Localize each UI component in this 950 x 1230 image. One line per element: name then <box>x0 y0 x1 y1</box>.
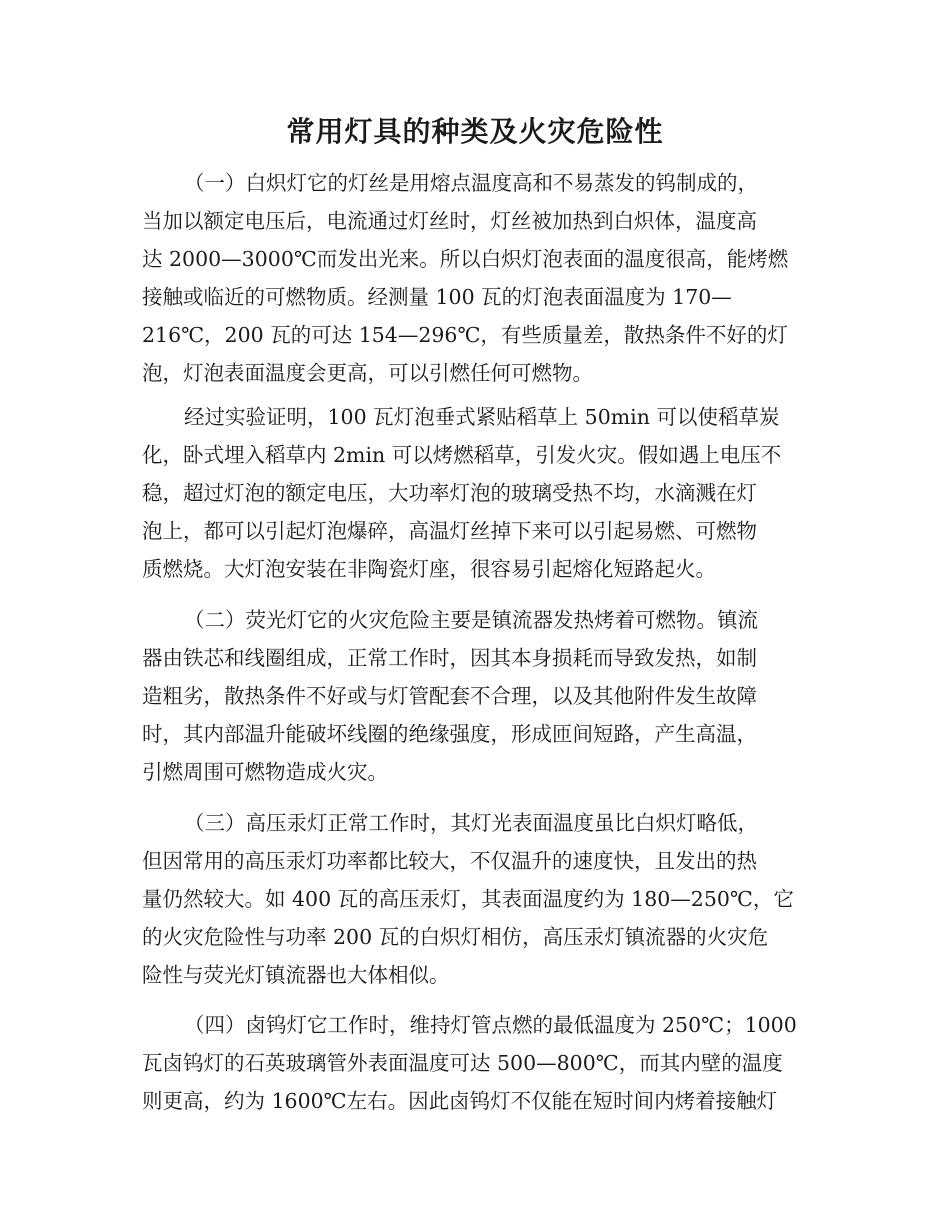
text-line: （三）高压汞灯正常工作时，其灯光表面温度虽比白炽灯略低， <box>184 811 758 835</box>
text-line: 器由铁芯和线圈组成，正常工作时，因其本身损耗而导致发热，如制 <box>142 646 757 670</box>
paragraph-halogen <box>142 1006 804 1120</box>
text-line: 经过实验证明，100 瓦灯泡垂式紧贴稻草上 50min 可以使稻草炭 <box>184 405 780 429</box>
document-title: 常用灯具的种类及火灾危险性 <box>286 115 664 148</box>
text-line: 质燃烧。大灯泡安装在非陶瓷灯座，很容易引起熔化短路起火。 <box>142 557 716 581</box>
text-line: 的火灾危险性与功率 200 瓦的白炽灯相仿，高压汞灯镇流器的火灾危 <box>142 925 769 949</box>
text-line: 瓦卤钨灯的石英玻璃管外表面温度可达 500—800℃，而其内壁的温度 <box>142 1051 783 1075</box>
text-line: 险性与荧光灯镇流器也大体相似。 <box>142 963 450 987</box>
text-line: 216℃，200 瓦的可达 154—296℃，有些质量差，散热条件不好的灯 <box>142 323 788 347</box>
text-line: 引燃周围可燃物造成火灾。 <box>142 760 388 784</box>
text-line: 造粗劣，散热条件不好或与灯管配套不合理，以及其他附件发生故障 <box>142 684 757 708</box>
text-line: 化，卧式埋入稻草内 2min 可以烤燃稻草，引发火灾。假如遇上电压不 <box>142 443 782 467</box>
paragraph-incandescent <box>142 164 804 392</box>
text-line: 稳，超过灯泡的额定电压，大功率灯泡的玻璃受热不均，水滴溅在灯 <box>142 481 757 505</box>
paragraph-experiment <box>142 398 804 588</box>
text-line: （四）卤钨灯它工作时，维持灯管点燃的最低温度为 250℃；1000 <box>184 1013 797 1037</box>
text-line: 泡，灯泡表面温度会更高，可以引燃任何可燃物。 <box>142 361 593 385</box>
paragraph-fluorescent <box>142 601 804 791</box>
text-line: （一）白炽灯它的灯丝是用熔点温度高和不易蒸发的钨制成的， <box>184 171 758 195</box>
text-line: 接触或临近的可燃物质。经测量 100 瓦的灯泡表面温度为 170— <box>142 285 732 309</box>
text-line: 时，其内部温升能破坏线圈的绝缘强度，形成匝间短路，产生高温， <box>142 722 757 746</box>
text-line: 当加以额定电压后，电流通过灯丝时，灯丝被加热到白炽体，温度高 <box>142 209 757 233</box>
text-line: 量仍然较大。如 400 瓦的高压汞灯，其表面温度约为 180—250℃，它 <box>142 887 794 911</box>
text-line: （二）荧光灯它的火灾危险主要是镇流器发热烤着可燃物。镇流 <box>184 608 758 632</box>
text-line: 达 2000—3000℃而发出光来。所以白炽灯泡表面的温度很高，能烤燃 <box>142 247 789 271</box>
paragraph-mercury <box>142 804 804 994</box>
text-line: 则更高，约为 1600℃左右。因此卤钨灯不仅能在短时间内烤着接触灯 <box>142 1089 778 1113</box>
text-line: 泡上，都可以引起灯泡爆碎，高温灯丝掉下来可以引起易燃、可燃物 <box>142 519 757 543</box>
text-line: 但因常用的高压汞灯功率都比较大，不仅温升的速度快，且发出的热 <box>142 849 757 873</box>
